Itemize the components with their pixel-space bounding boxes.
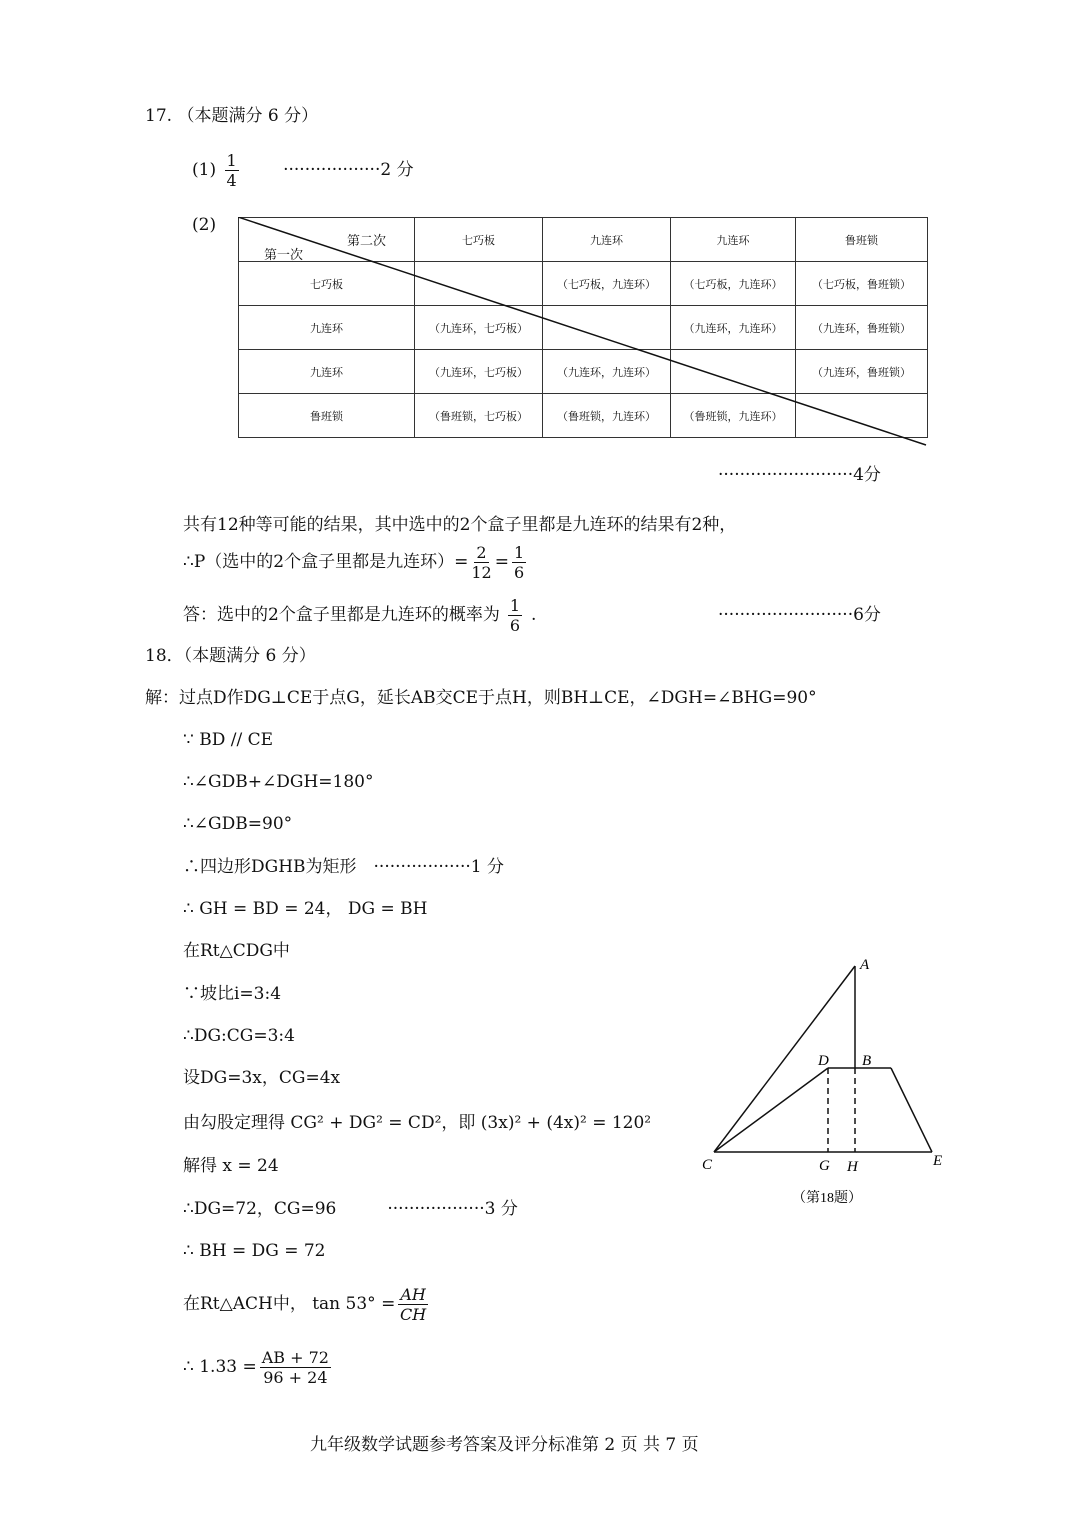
cell: （鲁班锁，九连环） (671, 394, 796, 438)
cell: （鲁班锁，九连环） (543, 394, 671, 438)
solution-line: ∴∠GDB+∠DGH=180° (183, 772, 374, 792)
fraction (508, 596, 522, 635)
label-G: G (819, 1158, 830, 1174)
score: ··················2 分 (283, 160, 414, 180)
cell: （九连环，九连环） (543, 350, 671, 394)
row-header: 九连环 (239, 306, 415, 350)
cell: （七巧板，九连环） (671, 262, 796, 306)
fraction (225, 151, 239, 190)
label-C: C (702, 1157, 713, 1173)
part-label: (1) (192, 160, 217, 180)
col-header: 七巧板 (415, 218, 543, 262)
label-A: A (860, 957, 870, 973)
q17-part2-label: (2) (192, 215, 217, 235)
q17-answer (183, 595, 536, 635)
solution-line: ∴∠GDB=90° (183, 814, 293, 834)
solution-line: 解：过点D作DG⊥CE于点G，延长AB交CE于点H，则BH⊥CE，∠DGH=∠BHG=90° (145, 688, 817, 708)
score-6: ·························6分 (718, 605, 881, 625)
answer-text: 答：选中的2个盒子里都是九连环的概率为 (183, 605, 500, 625)
label-B: B (862, 1053, 872, 1069)
fraction (512, 543, 526, 582)
score-4: ·························4分 (718, 465, 881, 485)
col-header: 九连环 (543, 218, 671, 262)
row-header: 七巧板 (239, 262, 415, 306)
denominator: 12 (471, 563, 492, 582)
numerator: 1 (509, 596, 521, 615)
final-equation (183, 1347, 334, 1387)
prob-text: ∴P（选中的2个盒子里都是九连环）= (183, 552, 469, 572)
equals: = (494, 552, 509, 572)
denominator: 96 + 24 (263, 1368, 328, 1387)
solution-line: ∴ GH = BD = 24， DG = BH (183, 899, 428, 919)
numerator: 1 (226, 151, 237, 170)
figure-caption: （第18题） (792, 1191, 862, 1206)
table-diagonal-line (238, 217, 938, 457)
solution-line: 解得 x = 24 (183, 1156, 279, 1176)
cell: （九连环，鲁班锁） (796, 306, 928, 350)
q17-result-line: 共有12种等可能的结果，其中选中的2个盒子里都是九连环的结果有2种， (183, 515, 737, 535)
denominator: 6 (513, 563, 525, 582)
cell: （九连环，九连环） (671, 306, 796, 350)
row-header: 九连环 (239, 350, 415, 394)
numerator: 2 (476, 543, 487, 562)
page-footer: 九年级数学试题参考答案及评分标准第 2 页 共 7 页 (310, 1435, 699, 1455)
corner-bottom: 第一次 (264, 248, 304, 263)
solution-line: 设DG=3x，CG=4x (183, 1068, 341, 1088)
label-E: E (933, 1153, 943, 1169)
q17-part1 (192, 150, 414, 190)
denominator: 6 (509, 616, 521, 635)
row-header: 鲁班锁 (239, 394, 415, 438)
solution-line: ∴ BH = DG = 72 (183, 1241, 326, 1261)
numerator: 1 (513, 543, 525, 562)
numerator: AH (400, 1285, 426, 1304)
solution-line: ∵ BD // CE (183, 730, 274, 750)
cell: （九连环，七巧板） (415, 350, 543, 394)
col-header: 鲁班锁 (796, 218, 928, 262)
fraction (471, 543, 491, 582)
equation-text: ∴ 1.33 = (183, 1357, 257, 1377)
fraction (398, 1285, 428, 1324)
numerator: AB + 72 (261, 1348, 329, 1367)
geometry-figure (690, 950, 960, 1210)
cell: （九连环，鲁班锁） (796, 350, 928, 394)
fraction (260, 1348, 331, 1387)
q17-title: 17. （本题满分 6 分） (145, 106, 319, 126)
label-H: H (847, 1159, 858, 1175)
cell: （鲁班锁，七巧板） (415, 394, 543, 438)
solution-line: 在Rt△CDG中 (183, 941, 290, 961)
solution-line: ∴四边形DGHB为矩形 ··················1 分 (183, 857, 505, 877)
denominator: 4 (226, 171, 237, 190)
solution-line: 由勾股定理得 CG² + DG² = CD²，即 (3x)² + (4x)² = 120² (183, 1113, 652, 1133)
denominator: CH (399, 1305, 427, 1324)
tan-text: 在Rt△ACH中， tan 53° = (183, 1294, 396, 1314)
solution-line: ∴DG:CG=3:4 (183, 1026, 295, 1046)
solution-line: ∵坡比i=3:4 (183, 984, 282, 1004)
tan-equation (183, 1284, 431, 1324)
period: . (531, 605, 537, 625)
cell: （九连环，七巧板） (415, 306, 543, 350)
q17-probability (183, 542, 529, 582)
solution-line: ∴DG=72，CG=96 ··················3 分 (183, 1199, 518, 1219)
cell: （七巧板，鲁班锁） (796, 262, 928, 306)
q18-title: 18．（本题满分 6 分） (145, 646, 316, 666)
label-D: D (818, 1053, 829, 1069)
corner-top: 第二次 (347, 234, 387, 249)
cell: （七巧板，九连环） (543, 262, 671, 306)
col-header: 九连环 (671, 218, 796, 262)
